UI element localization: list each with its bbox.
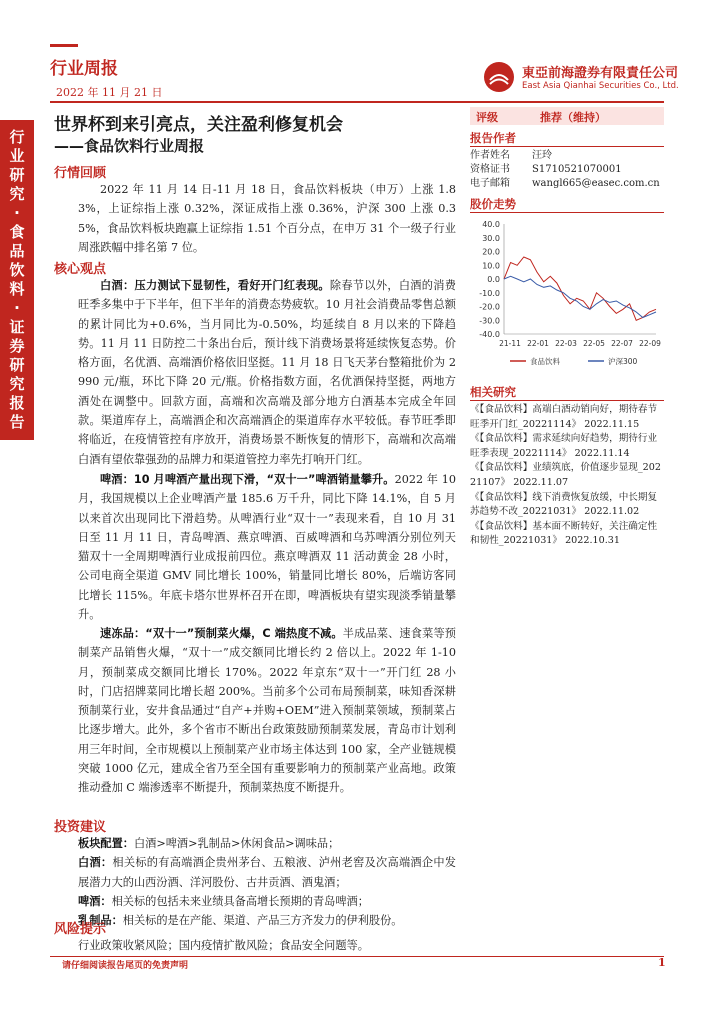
baijiu-lead: 白酒：压力测试下显韧性，看好开门红表现。 bbox=[100, 279, 330, 292]
page-number: 1 bbox=[658, 956, 666, 969]
trend-heading-rule bbox=[470, 212, 664, 213]
section-heading-risk: 风险提示 bbox=[54, 922, 107, 937]
investment-item-lead: 板块配置： bbox=[78, 837, 134, 850]
footer-disclaimer: 请仔细阅读报告尾页的免责声明 bbox=[62, 961, 189, 971]
core-views-frozen bbox=[78, 624, 456, 798]
related-report-date: 2022.11.02 bbox=[584, 506, 640, 518]
rating-value: 推荐（维持） bbox=[540, 111, 606, 124]
investment-item-text: 相关标的是在产能、渠道、产品三方齐发力的伊利股份。 bbox=[122, 914, 403, 928]
y-tick-label: -10.0 bbox=[479, 288, 500, 298]
y-tick-label: 0.0 bbox=[487, 275, 500, 284]
price-trend-chart bbox=[470, 216, 664, 374]
investment-item bbox=[78, 853, 456, 892]
y-tick-label: 20.0 bbox=[482, 247, 500, 257]
page-title: 世界杯到来引亮点，关注盈利修复机会 bbox=[54, 115, 343, 135]
author-row bbox=[470, 149, 664, 163]
frozen-text: 半成品菜、速食菜等预制菜产品销售火爆，“双十一”成交额同比增长约 2 倍以上。2022 年 1-10 月，预制菜成交额同比增长 170%。2022 年京东“双十一”开门红 28 小时，门店招牌菜同比增长超 200%。当前多个公司布局预制菜，味知香深耕预制菜行业，安井食品通过“自产+并购+OEM”进入预制菜领域，预制菜占比逐步增大。此外，多个省市不断出台政策鼓励预制菜发展，青岛市计划利用三年时间，全市规模以上预制菜产业市场主体达到 100 家，全产业链规模突破 1000 亿元，建成全省乃至全国有重要影响力的预制菜产业高地。政策推动叠加 C 端渗透率不断提升，预制菜热度不断提升。 bbox=[78, 627, 456, 795]
author-row-key: 资格证书 bbox=[470, 164, 510, 175]
author-row-value: wangl665@easec.com.cn bbox=[532, 178, 660, 189]
company-logo-icon bbox=[484, 62, 514, 92]
section-heading-investment: 投资建议 bbox=[54, 820, 107, 835]
related-report-link[interactable] bbox=[470, 491, 664, 520]
investment-list bbox=[78, 834, 456, 930]
beer-text: 2022 年 10 月，我国规模以上企业啤酒产量 185.6 万千升，同比下降 14.1%，自 5 月以来首次出现同比下滑趋势。从啤酒行业“双十一”表现来看，自 10 月 31 日至 11 月 11 日，青岛啤酒、燕京啤酒、百威啤酒和乌苏啤酒分别位列天猫双十一全周期啤酒行业成报前四位。燕京啤酒双 11 活动黄金 28 小时，公司电商全渠道 GMV 同比增长 100%，销量同比增长 80%，后端访客同比增长 115%。年底卡塔尔世界杯召开在即，啤酒板块有望实现淡季销量攀升。 bbox=[78, 473, 456, 622]
beer-lead: 啤酒：10 月啤酒产量出现下滑，“双十一”啤酒销量攀升。 bbox=[100, 473, 395, 486]
sidebar-char: 研 bbox=[9, 166, 25, 184]
author-heading: 报告作者 bbox=[470, 131, 516, 145]
report-type: 行业周报 bbox=[50, 59, 118, 79]
footer-divider bbox=[50, 956, 664, 957]
sidebar-char: 行 bbox=[9, 128, 25, 146]
section-heading-market-review: 行情回顾 bbox=[54, 166, 107, 181]
y-tick-label: -40.0 bbox=[479, 330, 500, 339]
related-report-link[interactable] bbox=[470, 461, 664, 490]
core-views-baijiu bbox=[78, 276, 456, 469]
related-report-title: 《【食品饮料】线下消费恢复放缓，中长期复苏趋势不改_20221031》 bbox=[470, 491, 658, 518]
sidebar-char: 品 bbox=[9, 242, 25, 260]
related-report-date: 2022.10.31 bbox=[565, 535, 621, 547]
baijiu-text: 除春节以外，白酒的消费旺季多集中于下半年，但下半年的消费态势疲软。10 月社会消费品零售总额的累计同比为+0.6%，当月同比为-0.50%，均延续自 8 月以来的下降趋势。11 月 11 日防控二十条出台后，预计线下消费场景将延续恢复态势。价格方面，名优酒、高端酒价格依旧坚挺。11 月 18 日飞天茅台整箱批价为 2990 元/瓶，环比下降 20 元/瓶。价格指数方面，名优酒保持坚挺，两地方酒处在调整中。回款方面，高端和次高端及部分地方白酒基本完成全年回款。渠道库存上，高端酒企和次高端酒企的渠道库存水平较低。春节旺季即将临近，在疫情管控有序放开，消费场景不断恢复的情形下，高端和次高端白酒有望依靠强劲的品牌力和渠道管控力率先打响开门红。 bbox=[78, 279, 456, 466]
related-report-title: 《【食品饮料】高端白酒动销向好，期待春节旺季开门红_20221114》 bbox=[470, 404, 658, 430]
author-row bbox=[470, 177, 664, 191]
related-report-link[interactable] bbox=[470, 432, 664, 461]
author-row-value: S1710521070001 bbox=[532, 164, 622, 175]
section-heading-core-views: 核心观点 bbox=[54, 262, 107, 277]
header-divider bbox=[50, 101, 664, 103]
related-report-title: 《【食品饮料】基本面不断转好，关注确定性和韧性_20221031》 bbox=[470, 520, 658, 547]
risk-text bbox=[78, 936, 456, 955]
related-heading-rule bbox=[470, 400, 664, 401]
sidebar-char: 券 bbox=[9, 337, 25, 355]
author-row-key: 电子邮箱 bbox=[470, 178, 510, 189]
page-subtitle: ——食品饮料行业周报 bbox=[54, 137, 205, 155]
market-review-paragraph: 2022 年 11 月 14 日-11 月 18 日，食品饮料板块（申万）上涨 1.83%，上证综指上涨 0.32%，深证成指上涨 0.36%，沪深 300 上涨 0.35%，食品饮料板块跑赢上证综指 1.51 个百分点，在申万 31 个一级子行业周涨跌幅中排名第 7 位。 bbox=[78, 183, 456, 254]
sidebar-char: 研 bbox=[9, 356, 25, 374]
related-report-title: 《【食品饮料】需求延续向好趋势，期待行业旺季表现_20221114》 bbox=[470, 433, 658, 459]
investment-item-text: 相关标的有高端酒企贵州茅台、五粮液、泸州老窖及次高端酒企中发展潜力大的山西汾酒、洋河股份、古井贡酒、酒鬼酒； bbox=[78, 856, 456, 889]
investment-item-text: 相关标的包括未来业绩具备高增长预期的青岛啤酒； bbox=[111, 894, 369, 908]
report-date: 2022 年 11 月 21 日 bbox=[56, 86, 163, 99]
sidebar-char: 告 bbox=[9, 413, 25, 431]
y-tick-label: -20.0 bbox=[479, 302, 500, 312]
investment-item-text: 白酒>啤酒>乳制品>休闲食品>调味品； bbox=[133, 837, 340, 850]
y-tick-label: 10.0 bbox=[482, 261, 500, 271]
author-row bbox=[470, 163, 664, 177]
header-accent-line bbox=[50, 44, 78, 47]
related-report-date: 2022.11.07 bbox=[513, 476, 569, 488]
related-report-link[interactable] bbox=[470, 403, 664, 432]
legend-label: 沪深300 bbox=[608, 357, 638, 366]
rating-label: 评级 bbox=[476, 111, 498, 124]
sidebar-char: · bbox=[14, 204, 20, 222]
sidebar-category-label bbox=[0, 120, 34, 440]
y-tick-label: 40.0 bbox=[482, 220, 500, 229]
x-tick-label: 22-09 bbox=[639, 339, 661, 348]
x-tick-label: 22-03 bbox=[555, 339, 577, 348]
x-tick-label: 21-11 bbox=[499, 339, 521, 348]
author-row-value: 汪玲 bbox=[532, 150, 552, 161]
sidebar-char: 报 bbox=[9, 394, 25, 412]
related-report-title: 《【食品饮料】业绩筑底，价值逐步显现_20221107》 bbox=[470, 462, 661, 488]
core-views-beer bbox=[78, 470, 456, 624]
investment-item bbox=[78, 834, 456, 853]
investment-item-lead: 乳制品： bbox=[78, 914, 123, 928]
sidebar-char: 料 bbox=[9, 280, 25, 298]
investment-item bbox=[78, 892, 456, 911]
related-research-list bbox=[470, 403, 664, 549]
sidebar-char: 业 bbox=[9, 147, 25, 165]
investment-item bbox=[78, 911, 456, 930]
series-line-0 bbox=[504, 257, 656, 320]
related-report-link[interactable] bbox=[470, 520, 664, 549]
frozen-lead: 速冻品：“双十一”预制菜火爆，C 端热度不减。 bbox=[100, 627, 343, 640]
y-tick-label: -30.0 bbox=[479, 316, 500, 326]
related-heading: 相关研究 bbox=[470, 385, 516, 399]
x-tick-label: 22-01 bbox=[527, 339, 549, 348]
investment-item-lead: 啤酒： bbox=[78, 894, 112, 908]
series-line-1 bbox=[504, 276, 656, 317]
sidebar-char: 究 bbox=[9, 185, 25, 203]
company-name-cn: 東亞前海證券有限責任公司 bbox=[522, 66, 679, 81]
author-heading-rule bbox=[470, 146, 664, 147]
sidebar-char: 证 bbox=[9, 318, 25, 336]
market-review-text bbox=[78, 180, 456, 257]
investment-item-lead: 白酒： bbox=[78, 856, 113, 870]
y-tick-label: 30.0 bbox=[482, 233, 500, 243]
x-tick-label: 22-05 bbox=[583, 339, 605, 348]
related-report-date: 2022.11.15 bbox=[584, 418, 640, 430]
sidebar-char: 饮 bbox=[9, 261, 25, 279]
sidebar-char: · bbox=[14, 299, 20, 317]
author-row-key: 作者姓名 bbox=[470, 150, 510, 161]
legend-label: 食品饮料 bbox=[530, 357, 560, 366]
sidebar-char: 究 bbox=[9, 375, 25, 393]
trend-heading: 股价走势 bbox=[470, 197, 516, 211]
sidebar-char: 食 bbox=[9, 223, 25, 241]
company-name-en: East Asia Qianhai Securities Co., Ltd. bbox=[522, 81, 679, 91]
risk-paragraph: 行业政策收紧风险；国内疫情扩散风险；食品安全问题等。 bbox=[78, 939, 369, 952]
related-report-date: 2022.11.14 bbox=[574, 447, 630, 459]
author-info bbox=[470, 149, 664, 191]
x-tick-label: 22-07 bbox=[611, 339, 633, 348]
